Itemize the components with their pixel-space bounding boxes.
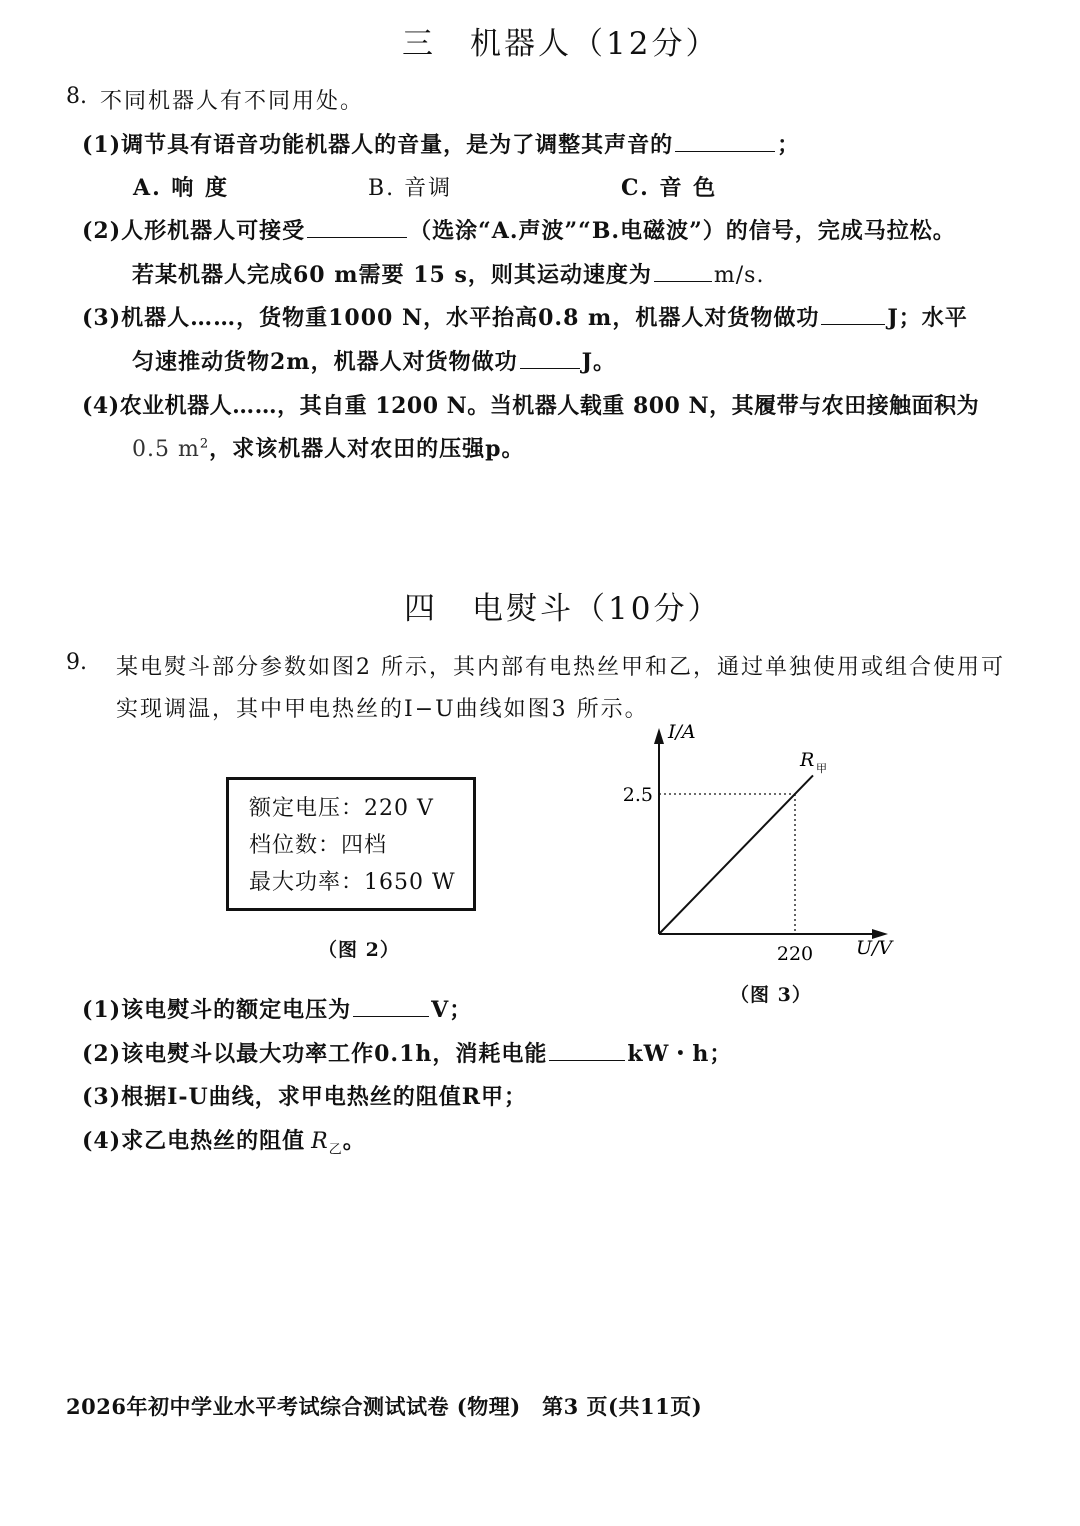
fig3-y-tick-label: 2.5 xyxy=(622,784,653,806)
q8-option-a: A. 响 度 xyxy=(133,175,230,201)
section-3-title: 三 机器人（12分） xyxy=(402,26,720,62)
fig3-caption: （图 3） xyxy=(730,984,812,1006)
q8-part3-text-b: J；水平 xyxy=(887,305,968,331)
q8-part1-end: ； xyxy=(777,132,801,158)
q9-part2-unit: kW・h； xyxy=(627,1041,733,1067)
q8-speed-blank[interactable] xyxy=(654,259,712,282)
q9-energy-blank[interactable] xyxy=(549,1038,625,1061)
q8-part3-line2-a: 匀速推动货物2m，机器人对货物做功 xyxy=(132,349,518,375)
q8-part2-line1 xyxy=(82,214,956,245)
fig2-rated-voltage: 额定电压：220 V xyxy=(249,796,434,821)
q8-part3-line2 xyxy=(132,345,616,376)
q8-work2-blank[interactable] xyxy=(520,346,580,369)
question-8-stem: 不同机器人有不同用处。 xyxy=(100,89,365,114)
q9-part3: (3)根据I-U曲线，求甲电热丝的阻值R甲； xyxy=(82,1084,528,1110)
fig3-curve-label: R xyxy=(800,749,815,771)
q8-part2-text-b: （选涂“A.声波”“B.电磁波”）的信号，完成马拉松。 xyxy=(409,218,956,244)
q8-part2-blank[interactable] xyxy=(307,215,407,238)
q9-part4-text: (4)求乙电热丝的阻值 xyxy=(82,1128,306,1154)
fig3-r-jia-line xyxy=(659,775,813,934)
section-4-title: 四 电熨斗（10分） xyxy=(404,591,722,627)
q9-part4-r-subscript: 乙 xyxy=(328,1142,343,1158)
q8-part3-line1 xyxy=(82,301,968,332)
q8-part1 xyxy=(82,128,800,159)
q9-part2-text: (2)该电熨斗以最大功率工作0.1h，消耗电能 xyxy=(82,1041,548,1067)
fig2-max-power: 最大功率：1650 W xyxy=(249,870,456,895)
q8-part1-text: (1)调节具有语音功能机器人的音量，是为了调整其声音的 xyxy=(82,132,674,158)
question-8-number: 8. xyxy=(66,84,87,109)
fig3-x-tick-label: 220 xyxy=(776,943,814,965)
q8-area-value: 0.5 m xyxy=(132,437,200,462)
q9-part2 xyxy=(82,1037,732,1068)
q8-part4-line1: (4)农业机器人……，其自重 1200 N。当机器人载重 800 N，其履带与农田接触面积为 xyxy=(82,393,980,419)
question-9-stem-line1: 某电熨斗部分参数如图2 所示，其内部有电热丝甲和乙，通过单独使用或组合使用可 xyxy=(116,655,1005,680)
q8-part3-line2-b: J。 xyxy=(581,349,617,375)
q8-part1-blank[interactable] xyxy=(675,129,775,152)
q9-part1 xyxy=(82,993,472,1024)
q9-part1-unit: V； xyxy=(431,997,473,1023)
fig2-caption: （图 2） xyxy=(318,939,400,961)
q8-area-exponent: 2 xyxy=(199,436,210,452)
q8-work1-blank[interactable] xyxy=(821,302,885,325)
q9-part4 xyxy=(82,1124,366,1157)
q9-part4-end: 。 xyxy=(342,1128,366,1154)
fig2-gears: 档位数：四档 xyxy=(249,833,388,858)
q9-voltage-blank[interactable] xyxy=(353,994,429,1017)
q8-part2-line2-a: 若某机器人完成60 m需要 15 s，则其运动速度为 xyxy=(132,262,652,288)
q8-part2-unit: m/s. xyxy=(713,263,765,288)
q8-part4-line2 xyxy=(132,432,525,463)
q8-option-b: B. 音调 xyxy=(368,176,453,201)
fig3-iu-chart xyxy=(600,720,920,970)
fig3-curve-label-sub: 甲 xyxy=(816,762,827,775)
fig3-y-arrow xyxy=(654,728,664,744)
question-9-stem-line2: 实现调温，其中甲电热丝的I−U曲线如图3 所示。 xyxy=(116,697,649,722)
q8-option-c: C. 音 色 xyxy=(621,175,718,201)
fig2-parameter-box xyxy=(226,777,476,911)
fig3-y-axis-label: I/A xyxy=(668,721,696,743)
q8-part3-text-a: (3)机器人……，货物重1000 N，水平抬高0.8 m，机器人对货物做功 xyxy=(82,305,820,331)
q8-part4-line2-b: ，求该机器人对农田的压强p。 xyxy=(209,436,525,462)
q9-part1-text: (1)该电熨斗的额定电压为 xyxy=(82,997,352,1023)
fig3-x-axis-label: U/V xyxy=(856,937,893,959)
question-9-number: 9. xyxy=(66,650,87,675)
q9-part4-r-symbol: R xyxy=(311,1129,329,1154)
q8-part2-line2 xyxy=(132,258,764,289)
q8-part2-text-a: (2)人形机器人可接受 xyxy=(82,218,306,244)
page-footer: 2026年初中学业水平考试综合测试试卷 (物理) 第3 页(共11页) xyxy=(66,1394,703,1419)
